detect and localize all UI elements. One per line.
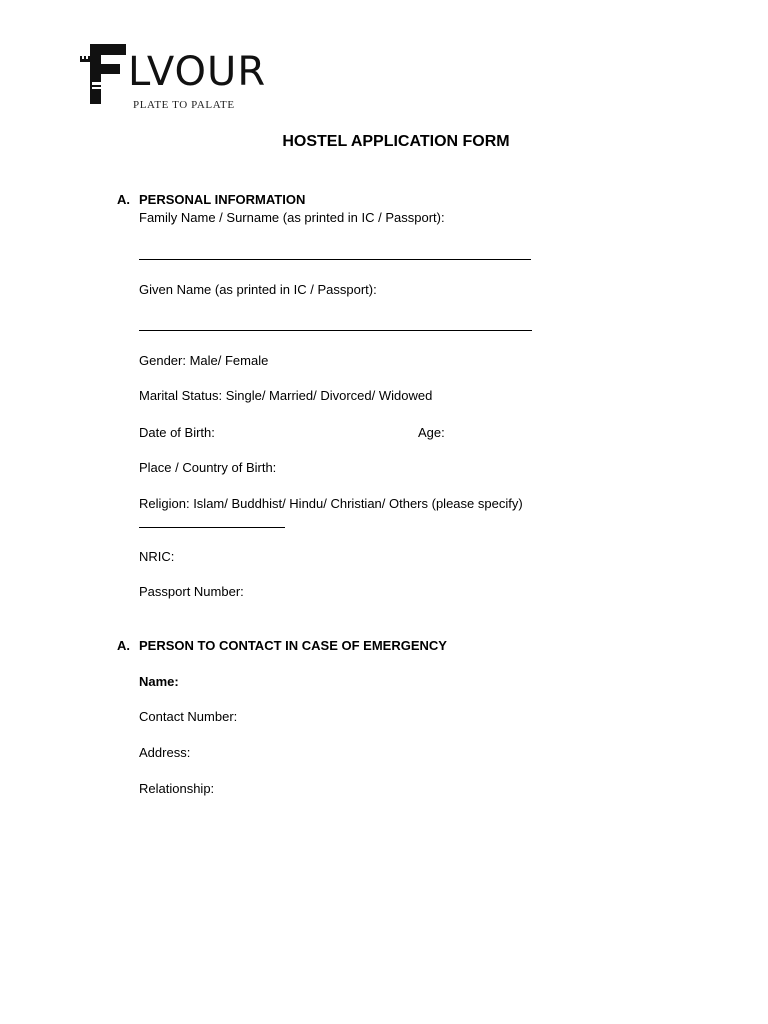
section-marker: A.: [117, 192, 130, 207]
emergency-address-label: Address:: [139, 745, 191, 760]
date-of-birth-label: Date of Birth:: [139, 425, 215, 440]
marital-status-label: Marital Status: Single/ Married/ Divorced/ Widowed: [139, 388, 433, 403]
logo-wordmark: LVOUR: [128, 49, 267, 95]
religion-label: Religion: Islam/ Buddhist/ Hindu/ Christian/ Others (please specify): [139, 496, 523, 511]
age-label: Age:: [418, 425, 445, 440]
given-name-label: Given Name (as printed in IC / Passport):: [139, 282, 377, 297]
family-name-line[interactable]: [139, 259, 531, 260]
section-marker: A.: [117, 638, 130, 653]
religion-specify-line[interactable]: [139, 527, 285, 528]
section-emergency-contact-heading: [117, 638, 447, 653]
emergency-contact-number-label: Contact Number:: [139, 709, 238, 724]
section-personal-information-heading: [117, 192, 305, 207]
emergency-relationship-label: Relationship:: [139, 781, 215, 796]
section-heading-text: PERSONAL INFORMATION: [139, 192, 306, 207]
fork-knife-f-icon: [78, 42, 130, 106]
gender-label: Gender: Male/ Female: [139, 353, 269, 368]
nric-label: NRIC:: [139, 549, 175, 564]
flvour-logo: [78, 42, 278, 114]
given-name-line[interactable]: [139, 330, 532, 331]
passport-number-label: Passport Number:: [139, 584, 244, 599]
form-title: HOSTEL APPLICATION FORM: [282, 133, 510, 150]
logo-tagline: PLATE TO PALATE: [133, 99, 235, 111]
family-name-label: Family Name / Surname (as printed in IC / Passport):: [139, 210, 445, 225]
section-heading-text: PERSON TO CONTACT IN CASE OF EMERGENCY: [139, 638, 447, 653]
birth-place-label: Place / Country of Birth:: [139, 460, 277, 475]
emergency-name-label: Name:: [139, 674, 179, 689]
